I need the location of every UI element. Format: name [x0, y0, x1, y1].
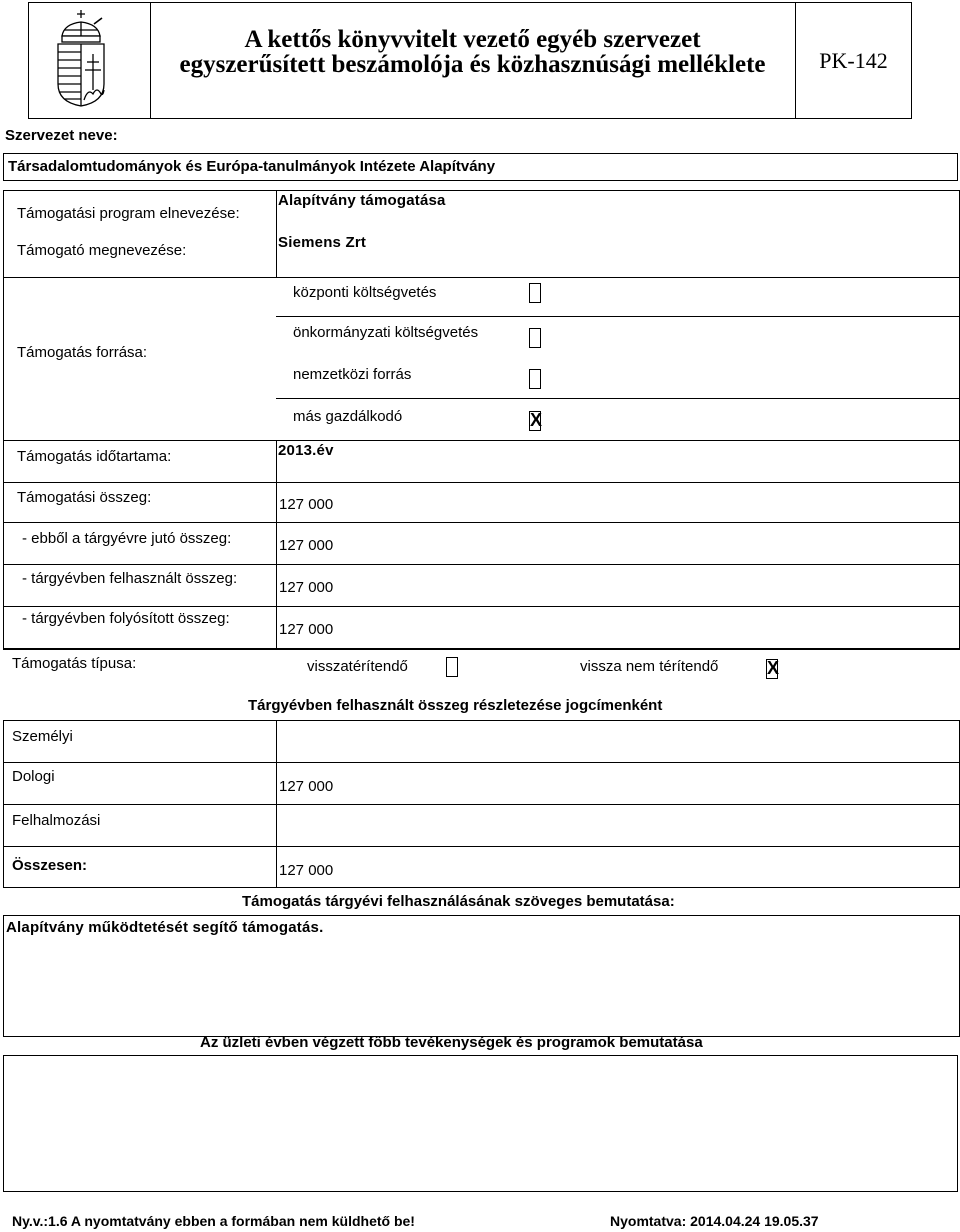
checkbox-international[interactable] — [529, 369, 541, 389]
checkbox-central-budget[interactable] — [529, 283, 541, 303]
support-table-column-divider — [276, 190, 277, 277]
breakdown-total-label: Összesen: — [12, 857, 88, 874]
supporter-value: Siemens Zrt — [278, 234, 367, 251]
org-name-value: Társadalomtudományok és Európa-tanulmányok Intézete Alapítvány — [8, 158, 496, 175]
row-line — [3, 804, 960, 805]
row-line — [3, 522, 960, 523]
checkbox-refundable[interactable] — [446, 657, 458, 677]
breakdown-material-label: Dologi — [12, 768, 55, 785]
duration-label: Támogatás időtartama: — [17, 448, 172, 465]
breakdown-capital-label: Felhalmozási — [12, 812, 101, 829]
row-line — [276, 316, 960, 317]
org-name-label: Szervezet neve: — [5, 127, 118, 144]
support-type-label: Támogatás típusa: — [12, 655, 137, 672]
hungarian-coat-of-arms-icon — [50, 6, 112, 110]
checkbox-other-business[interactable]: X — [530, 410, 543, 430]
row-line — [3, 648, 960, 649]
amount-total-label: Támogatási összeg: — [17, 489, 152, 506]
activities-textbox — [3, 1055, 958, 1192]
checkbox-municipal-budget[interactable] — [529, 328, 541, 348]
row-line — [3, 564, 960, 565]
type-refundable-label: visszatérítendő — [307, 658, 408, 675]
activities-heading: Az üzleti évben végzett főbb tevékenységek és programok bemutatása — [200, 1034, 703, 1051]
amount-year-value: 127 000 — [279, 537, 334, 554]
row-line — [3, 277, 960, 278]
type-nonrefundable-label: vissza nem térítendő — [580, 658, 719, 675]
footer-print-date: Nyomtatva: 2014.04.24 19.05.37 — [610, 1213, 819, 1229]
duration-value: 2013.év — [278, 442, 334, 459]
form-title-line1: A kettős könyvvitelt vezető egyéb szervezet — [244, 26, 701, 53]
form-title-line2: egyszerűsített beszámolója és közhasznúsági melléklete — [179, 51, 766, 78]
form-title — [150, 27, 795, 77]
amount-year-label: - ebből a tárgyévre jutó összeg: — [22, 530, 232, 547]
supporter-label: Támogató megnevezése: — [17, 242, 187, 259]
form-code: PK-142 — [819, 48, 888, 73]
amount-paid-value: 127 000 — [279, 621, 334, 638]
footer-note: Ny.v.:1.6 A nyomtatvány ebben a formában nem küldhető be! — [12, 1213, 415, 1229]
usage-heading: Támogatás tárgyévi felhasználásának szöveges bemutatása: — [242, 893, 675, 910]
source-option-other-business: más gazdálkodó — [293, 408, 403, 425]
amount-used-value: 127 000 — [279, 579, 334, 596]
source-option-international: nemzetközi forrás — [293, 366, 412, 383]
amount-total-value: 127 000 — [279, 496, 334, 513]
checkbox-nonrefundable[interactable]: X — [767, 658, 780, 678]
row-line — [276, 398, 960, 399]
breakdown-total-value: 127 000 — [279, 862, 334, 879]
breakdown-material-value: 127 000 — [279, 778, 334, 795]
row-line — [3, 440, 960, 441]
breakdown-personal-label: Személyi — [12, 728, 73, 745]
source-option-central-budget: központi költségvetés — [293, 284, 437, 301]
row-line — [3, 606, 960, 607]
row-line — [3, 846, 960, 847]
breakdown-heading: Tárgyévben felhasznált összeg részletezése jogcímenként — [248, 697, 663, 714]
source-label: Támogatás forrása: — [17, 344, 148, 361]
program-name-value: Alapítvány támogatása — [278, 192, 446, 209]
row-line — [3, 482, 960, 483]
source-option-municipal-budget: önkormányzati költségvetés — [293, 324, 479, 341]
usage-text: Alapítvány működtetését segítő támogatás. — [6, 919, 324, 936]
program-name-label: Támogatási program elnevezése: — [17, 205, 240, 222]
support-table-column-divider-lower — [276, 440, 277, 650]
row-line — [3, 762, 960, 763]
amount-paid-label: - tárgyévben folyósított összeg: — [22, 610, 230, 627]
amount-used-label: - tárgyévben felhasznált összeg: — [22, 570, 238, 587]
